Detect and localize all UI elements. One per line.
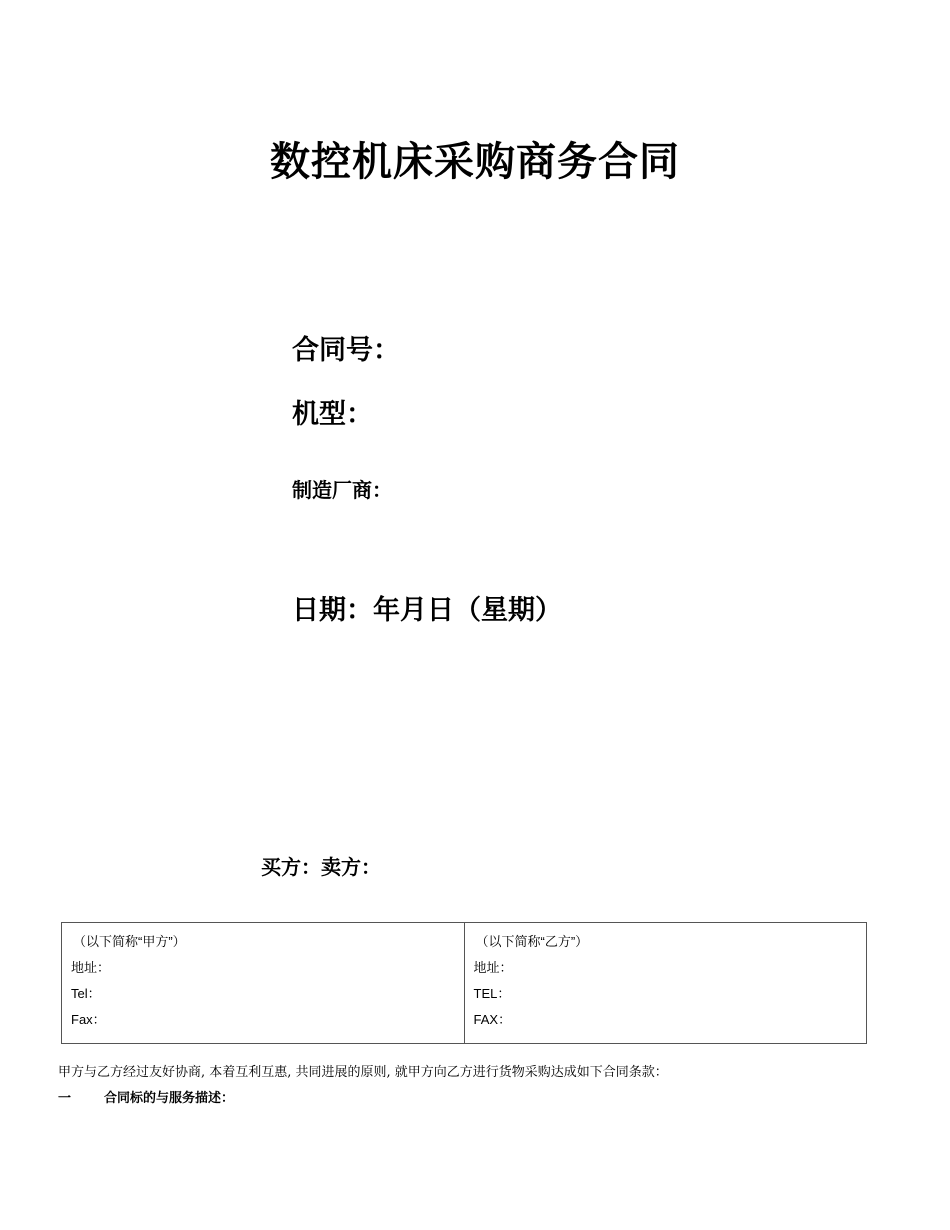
- seller-alias: （以下简称“乙方”）: [475, 934, 589, 949]
- parties-table: [61, 922, 867, 1044]
- buyer-fax: Fax：: [71, 1012, 106, 1027]
- section-title: 合同标的与服务描述：: [104, 1091, 235, 1106]
- date-label: 日期：年月日（星期）: [292, 595, 562, 626]
- machine-model-label: 机型：: [292, 399, 373, 430]
- section-heading: [58, 1087, 234, 1106]
- intro-paragraph: 甲方与乙方经过友好协商, 本着互利互惠, 共同进展的原则, 就甲方向乙方进行货物采购达成如下合同条款：: [58, 1065, 668, 1080]
- buyer-tel: Tel：: [71, 986, 101, 1001]
- seller-tel: TEL：: [473, 986, 511, 1001]
- manufacturer-label: 制造厂商：: [292, 478, 392, 502]
- document-title: 数控机床采购商务合同: [270, 138, 680, 185]
- buyer-cell: [62, 923, 465, 1044]
- buyer-seller-label: 买方：卖方：: [261, 855, 381, 879]
- section-number: 一: [58, 1091, 72, 1106]
- contract-number-label: 合同号：: [292, 335, 400, 366]
- buyer-address: 地址：: [71, 960, 111, 975]
- buyer-alias: （以下简称“甲方”）: [73, 934, 186, 949]
- seller-fax: FAX：: [473, 1012, 512, 1027]
- parties-row: [62, 923, 867, 1044]
- seller-address: 地址：: [473, 960, 513, 975]
- seller-cell: [464, 923, 867, 1044]
